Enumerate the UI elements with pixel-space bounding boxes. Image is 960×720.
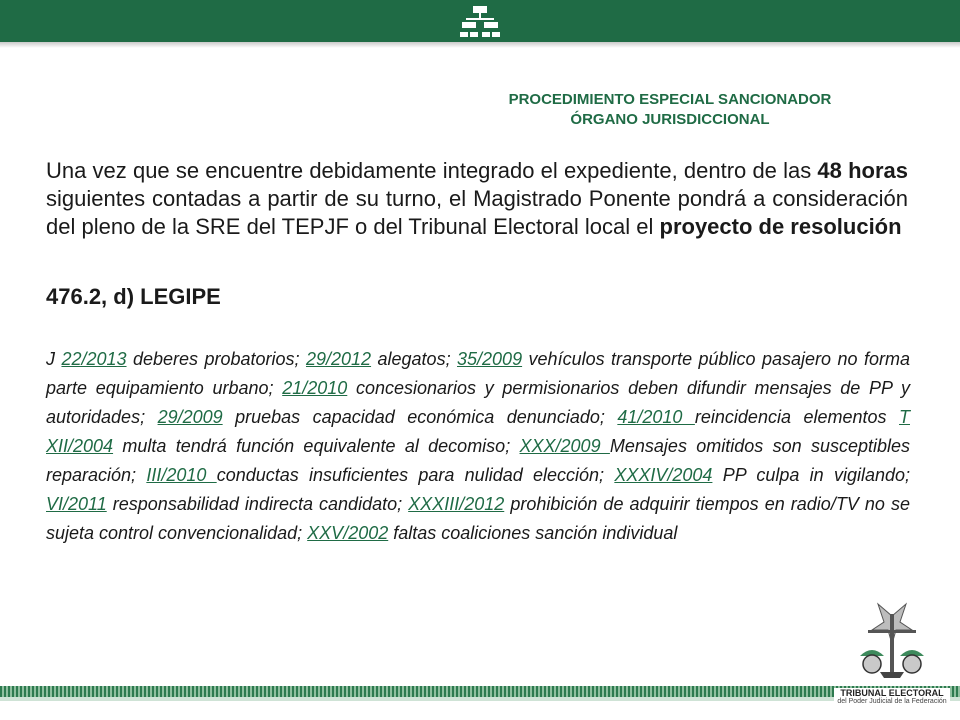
tribunal-seal-icon [842, 600, 942, 680]
juris-desc: deberes probatorios; [126, 349, 306, 369]
heading-line-2: ÓRGANO JURISDICCIONAL [570, 111, 770, 128]
juris-desc: prohibición de adquirir tiempos en radio/TV no se sujeta control convencionalidad; [46, 494, 910, 543]
heading-line-1: PROCEDIMIENTO ESPECIAL SANCIONADOR [508, 91, 832, 108]
juris-link-21-2010[interactable]: 21/2010 [282, 378, 348, 398]
juris-desc: pruebas capacidad económica denunciado; [222, 407, 618, 427]
footer-stripe-light [0, 697, 960, 701]
main-paragraph [46, 157, 908, 241]
juris-link-t-xii-2004[interactable]: T XII/2004 [46, 407, 910, 456]
org-chart-icon [458, 4, 502, 40]
juris-desc: PP culpa in vigilando; [712, 465, 910, 485]
legal-reference: 476.2, d) LEGIPE [46, 284, 221, 309]
juris-link-29-2009[interactable]: 29/2009 [157, 407, 223, 427]
juris-desc: concesionarios y permisionarios deben difundir mensajes de PP y autoridades; [46, 378, 910, 427]
juris-link-iii-2010[interactable]: III/2010 [146, 465, 217, 485]
paragraph-text-2: siguientes contadas a partir de su turno, el Magistrado Ponente pondrá a consideración del pleno de la SRE del TEPJF o del Tribunal Electoral local el [46, 186, 908, 239]
jurisprudence-list [46, 345, 910, 548]
juris-desc: faltas coaliciones sanción individual [388, 523, 678, 543]
slide-heading [440, 90, 900, 130]
seal-title: TRIBUNAL ELECTORAL [840, 688, 944, 698]
juris-desc: multa tendrá función equivalente al decomiso; [113, 436, 520, 456]
juris-desc: vehículos transporte público pasajero no forma parte equipamiento urbano; [46, 349, 910, 398]
seal-subtitle: del Poder Judicial de la Federación [837, 698, 947, 705]
top-banner-shadow [0, 42, 960, 48]
juris-link-35-2009[interactable]: 35/2009 [457, 349, 523, 369]
jurisprudence-prefix: J [46, 349, 62, 369]
juris-desc: reincidencia elementos [694, 407, 899, 427]
juris-desc: conductas insuficientes para nulidad elección; [216, 465, 615, 485]
juris-desc: alegatos; [371, 349, 458, 369]
deadline-bold: 48 horas [817, 158, 908, 183]
juris-desc: responsabilidad indirecta candidato; [106, 494, 409, 514]
juris-link-41-2010[interactable]: 41/2010 [617, 407, 695, 427]
top-banner [0, 0, 960, 42]
juris-link-22-2013[interactable]: 22/2013 [61, 349, 127, 369]
seal-caption [834, 688, 950, 705]
juris-link-29-2012[interactable]: 29/2012 [305, 349, 372, 369]
juris-link-xxxiii-2012[interactable]: XXXIII/2012 [408, 494, 505, 514]
juris-link-xxv-2002[interactable]: XXV/2002 [307, 523, 389, 543]
paragraph-text-1: Una vez que se encuentre debidamente integrado el expediente, dentro de las [46, 158, 818, 183]
juris-desc: Mensajes omitidos son susceptibles reparación; [46, 436, 910, 485]
juris-link-xxxiv-2004[interactable]: XXXIV/2004 [614, 465, 713, 485]
juris-link-xxx-2009[interactable]: XXX/2009 [519, 436, 610, 456]
resolution-bold: proyecto de resolución [659, 214, 902, 239]
footer-stripe [0, 686, 960, 697]
juris-link-vi-2011[interactable]: VI/2011 [46, 494, 107, 514]
